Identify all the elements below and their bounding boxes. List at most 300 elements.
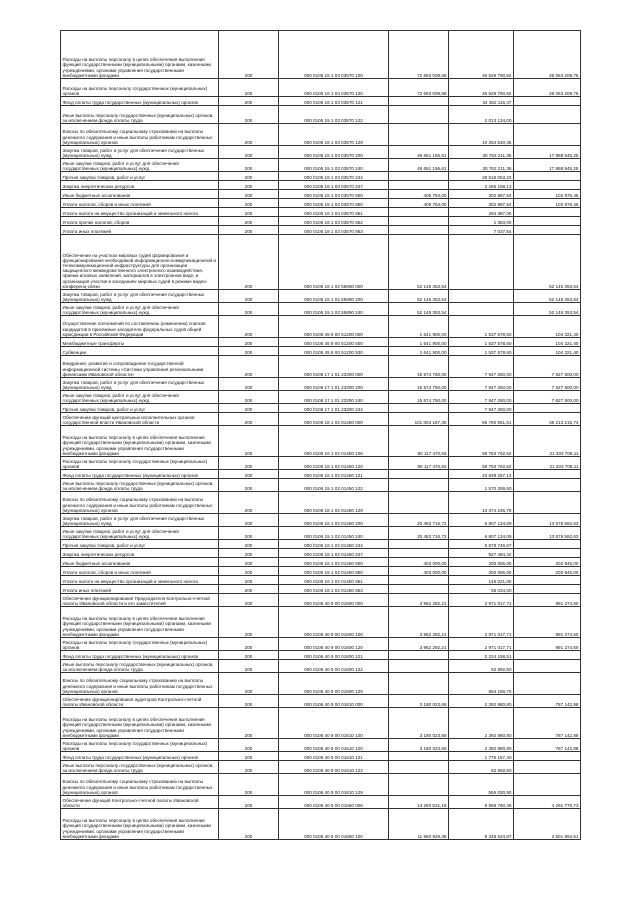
table-row: [61, 391, 581, 404]
line-code-cell: 200: [219, 576, 279, 585]
approved-amount-cell: 1 641 900,00: [389, 347, 449, 356]
budget-classification-code-cell: 000 0105 18 1 03 03570 240: [279, 159, 389, 172]
line-code-cell: 200: [219, 527, 279, 540]
line-code-cell: 200: [219, 106, 279, 124]
approved-amount-cell: [389, 540, 449, 549]
unexecuted-amount-cell: 102 876,46: [514, 199, 581, 208]
expense-name-cell: Осуществление полномочий по составлению (изменению) списков кандидатов в присяжные заседатели федеральных судов общей юрисдикции в Российской Федерации: [61, 316, 219, 338]
line-code-cell: 200: [219, 391, 279, 404]
table-row: [61, 226, 581, 235]
table-row: [61, 567, 581, 576]
unexecuted-amount-cell: 991 274,50: [514, 594, 581, 607]
line-code-cell: 200: [219, 739, 279, 752]
expense-name-cell: Расходы на выплаты персоналу в целях обеспечения выполнения функций государственными (муниципальными) органами, казенными учреждениями, органами управления государственными внебюджетными фондами: [61, 607, 219, 638]
line-code-cell: 200: [219, 549, 279, 558]
expense-name-cell: Закупка товаров, работ и услуг для обеспечения государственных (муниципальных) нужд: [61, 514, 219, 527]
executed-amount-cell: 145 021,00: [449, 576, 514, 585]
table-row: [61, 413, 581, 426]
approved-amount-cell: 14 260 531,19: [389, 796, 449, 809]
unexecuted-amount-cell: [514, 660, 581, 673]
approved-amount-cell: 1 641 900,00: [389, 316, 449, 338]
approved-amount-cell: [389, 479, 449, 492]
table-row: [61, 752, 581, 761]
table-row: [61, 809, 581, 840]
budget-classification-code-cell: 000 0105 18 1 03 03570 129: [279, 124, 389, 146]
line-code-cell: 200: [219, 79, 279, 97]
line-code-cell: 200: [219, 514, 279, 527]
expense-name-cell: Уплата налога на имущество организаций и земельного налога: [61, 208, 219, 217]
approved-amount-cell: [389, 404, 449, 413]
budget-classification-code-cell: 000 0106 40 9 00 01610 000: [279, 695, 389, 708]
expense-name-cell: Фонд оплаты труда государственных (муниципальных) органов: [61, 752, 219, 761]
budget-classification-code-cell: 000 0106 40 9 00 01650 100: [279, 809, 389, 840]
line-code-cell: 200: [219, 347, 279, 356]
expense-name-cell: Иные закупки товаров, работ и услуг для обеспечения государственных (муниципальных) нужд: [61, 303, 219, 316]
line-code-cell: 200: [219, 479, 279, 492]
unexecuted-amount-cell: 104 321,40: [514, 347, 581, 356]
executed-amount-cell: 7 947 250,00: [449, 356, 514, 378]
line-code-cell: 200: [219, 457, 279, 470]
budget-classification-code-cell: 000 0106 18 1 02 01450 122: [279, 479, 389, 492]
line-code-cell: 200: [219, 774, 279, 796]
approved-amount-cell: 72 693 009,68: [389, 31, 449, 79]
approved-amount-cell: 80 117 470,83: [389, 426, 449, 457]
executed-amount-cell: [449, 303, 514, 316]
table-row: [61, 290, 581, 303]
executed-amount-cell: [449, 235, 514, 290]
unexecuted-amount-cell: 991 274,50: [514, 638, 581, 651]
expense-name-cell: Обеспечение функций Контрольно-счетной палаты Ивановской области: [61, 796, 219, 809]
table-row: [61, 404, 581, 413]
executed-amount-cell: 62 692,50: [449, 761, 514, 774]
executed-amount-cell: 28 516 053,23: [449, 172, 514, 181]
executed-amount-cell: 58 783 762,52: [449, 457, 514, 470]
unexecuted-amount-cell: [514, 540, 581, 549]
line-code-cell: 200: [219, 558, 279, 567]
line-code-cell: 200: [219, 159, 279, 172]
line-code-cell: 200: [219, 217, 279, 226]
budget-classification-code-cell: 000 0105 18 1 03 03570 244: [279, 172, 389, 181]
executed-amount-cell: 294 387,00: [449, 208, 514, 217]
line-code-cell: 200: [219, 199, 279, 208]
table-row: [61, 378, 581, 391]
approved-amount-cell: [389, 172, 449, 181]
approved-amount-cell: 405 764,00: [389, 190, 449, 199]
expense-name-cell: Закупка товаров, работ и услуг для обеспечения государственных (муниципальных) нужд: [61, 290, 219, 303]
executed-amount-cell: 2 392 880,80: [449, 695, 514, 708]
unexecuted-amount-cell: [514, 106, 581, 124]
line-code-cell: 200: [219, 796, 279, 809]
expense-name-cell: Расходы на выплаты персоналу в целях обеспечения выполнения функций государственными (муниципальными) органами, казенными учреждениями, органами управления государственными внебюджетными фондами: [61, 809, 219, 840]
line-code-cell: 200: [219, 181, 279, 190]
line-code-cell: 200: [219, 303, 279, 316]
line-code-cell: 200: [219, 226, 279, 235]
executed-amount-cell: 2 013 134,00: [449, 106, 514, 124]
expense-name-cell: Уплата прочих налогов, сборов: [61, 217, 219, 226]
table-row: [61, 527, 581, 540]
budget-classification-code-cell: 000 0106 18 1 02 01450 129: [279, 492, 389, 514]
executed-amount-cell: 7 947 250,00: [449, 404, 514, 413]
expense-name-cell: Уплата иных платежей: [61, 585, 219, 594]
approved-amount-cell: 11 850 929,38: [389, 809, 449, 840]
budget-classification-code-cell: 000 0106 40 9 00 01610 129: [279, 774, 389, 796]
expense-name-cell: Расходы на выплаты персоналу государственных (муниципальных) органов: [61, 739, 219, 752]
budget-classification-code-cell: 000 0106 40 9 00 01610 100: [279, 708, 389, 739]
budget-classification-code-cell: 000 0106 40 9 00 01610 120: [279, 739, 389, 752]
approved-amount-cell: [389, 226, 449, 235]
executed-amount-cell: 65 790 951,61: [449, 413, 514, 426]
approved-amount-cell: [389, 181, 449, 190]
executed-amount-cell: 2 392 880,80: [449, 708, 514, 739]
approved-amount-cell: [389, 208, 449, 217]
approved-amount-cell: 72 693 009,68: [389, 79, 449, 97]
unexecuted-amount-cell: [514, 404, 581, 413]
table-row: [61, 426, 581, 457]
expense-name-cell: Расходы на выплаты персоналу в целях обеспечения выполнения функций государственными (муниципальными) органами, казенными учреждениями, органами управления государственными внебюджетными фондами: [61, 708, 219, 739]
table-row: [61, 638, 581, 651]
unexecuted-amount-cell: [514, 576, 581, 585]
expense-name-cell: Иные выплаты персоналу государственных (муниципальных) органов, за исключением фонда оплаты труда: [61, 660, 219, 673]
budget-classification-code-cell: 000 0106 18 1 02 01450 000: [279, 413, 389, 426]
expense-name-cell: Обеспечение функционирования Председателя Контрольно-счетной палаты Ивановской области и его заместителей: [61, 594, 219, 607]
line-code-cell: 200: [219, 426, 279, 457]
approved-amount-cell: [389, 761, 449, 774]
budget-classification-code-cell: 000 0106 40 9 00 01600 100: [279, 607, 389, 638]
expense-name-cell: Взносы по обязательному социальному страхованию на выплаты денежного содержания и иные выплаты работникам государственных (муниципальных) органов: [61, 124, 219, 146]
unexecuted-amount-cell: 7 627 500,00: [514, 391, 581, 404]
executed-amount-cell: 43 839 257,13: [449, 470, 514, 479]
expense-name-cell: Иные закупки товаров, работ и услуг для обеспечения государственных (муниципальных) нужд: [61, 527, 219, 540]
table-row: [61, 181, 581, 190]
expense-name-cell: Внедрение, развитие и сопровождение государственной информационной системы «Система управления региональными финансами Ивановской области»: [61, 356, 219, 378]
line-code-cell: 200: [219, 190, 279, 199]
budget-classification-code-cell: 000 0106 40 9 00 01610 122: [279, 761, 389, 774]
approved-amount-cell: [389, 106, 449, 124]
table-row: [61, 190, 581, 199]
unexecuted-amount-cell: 7 627 500,00: [514, 378, 581, 391]
unexecuted-amount-cell: 26 063 209,76: [514, 31, 581, 79]
line-code-cell: 200: [219, 356, 279, 378]
unexecuted-amount-cell: 787 142,88: [514, 708, 581, 739]
executed-amount-cell: 2 971 017,71: [449, 607, 514, 638]
line-code-cell: 200: [219, 567, 279, 576]
executed-amount-cell: 55 034,00: [449, 585, 514, 594]
budget-classification-code-cell: 000 0106 40 9 00 01610 121: [279, 752, 389, 761]
budget-classification-code-cell: 000 0105 18 1 03 03570 122: [279, 106, 389, 124]
line-code-cell: 200: [219, 809, 279, 840]
approved-amount-cell: 3 962 292,21: [389, 607, 449, 638]
table-row: [61, 316, 581, 338]
expense-name-cell: Обеспечение на участках мировых судей формирования и функционирования необходимой информационно-коммуникационной и телекоммуникационной инфраструктуры для организации защищенного межведомственного электронного взаимодействия, приема исковых заявлений, материалов в электронном виде, и организация участия в заседаниях мировых судей в режиме видео-конференц-связи: [61, 235, 219, 290]
table-row: [61, 31, 581, 79]
executed-amount-cell: 1 383,00: [449, 217, 514, 226]
expense-name-cell: Иные бюджетные ассигнования: [61, 558, 219, 567]
executed-amount-cell: 9 968 760,46: [449, 796, 514, 809]
table-row: [61, 208, 581, 217]
executed-amount-cell: [449, 290, 514, 303]
approved-amount-cell: 80 117 470,83: [389, 457, 449, 470]
table-row: [61, 235, 581, 290]
unexecuted-amount-cell: 202 945,00: [514, 558, 581, 567]
table-row: [61, 540, 581, 549]
expense-name-cell: Закупка товаров, работ и услуг для обеспечения государственных (муниципальных) нужд: [61, 146, 219, 159]
unexecuted-amount-cell: 102 876,46: [514, 190, 581, 199]
line-code-cell: 200: [219, 470, 279, 479]
line-code-cell: 200: [219, 594, 279, 607]
approved-amount-cell: 48 651 156,61: [389, 159, 449, 172]
expense-name-cell: Иные закупки товаров, работ и услуг для обеспечения государственных (муниципальных) нужд: [61, 159, 219, 172]
budget-classification-code-cell: 000 0105 18 1 03 03570 120: [279, 79, 389, 97]
expense-name-cell: Уплата налогов, сборов и иных платежей: [61, 199, 219, 208]
executed-amount-cell: 58 783 762,52: [449, 426, 514, 457]
unexecuted-amount-cell: 52 145 353,54: [514, 290, 581, 303]
budget-classification-code-cell: 000 0106 40 9 00 01600 121: [279, 651, 389, 660]
approved-amount-cell: [389, 774, 449, 796]
approved-amount-cell: 52 145 353,54: [389, 290, 449, 303]
budget-execution-table: [60, 30, 581, 840]
approved-amount-cell: 52 145 353,54: [389, 235, 449, 290]
table-row: [61, 347, 581, 356]
expense-name-cell: Расходы на выплаты персоналу в целях обеспечения выполнения функций государственными (муниципальными) органами, казенными учреждениями, органами управления государственными внебюджетными фондами: [61, 426, 219, 457]
expense-name-cell: Иные выплаты персоналу государственных (муниципальных) органов, за исключением фонда оплаты труда: [61, 479, 219, 492]
expense-name-cell: Фонд оплаты труда государственных (муниципальных) органов: [61, 97, 219, 106]
expense-name-cell: Уплата налогов, сборов и иных платежей: [61, 567, 219, 576]
executed-amount-cell: 62 692,50: [449, 660, 514, 673]
table-row: [61, 172, 581, 181]
budget-classification-code-cell: 000 0106 40 9 00 01600 120: [279, 638, 389, 651]
approved-amount-cell: 3 180 023,68: [389, 695, 449, 708]
table-row: [61, 585, 581, 594]
budget-classification-code-cell: 000 0105 18 1 03 03570 800: [279, 190, 389, 199]
unexecuted-amount-cell: [514, 226, 581, 235]
budget-classification-code-cell: 000 0105 18 1 02 55890 200: [279, 290, 389, 303]
executed-amount-cell: 5 879 749,67: [449, 540, 514, 549]
expense-name-cell: Расходы на выплаты персоналу в целях обеспечения выполнения функций государственными (муниципальными) органами, казенными учреждениями, органами управления государственными внебюджетными фондами: [61, 31, 219, 79]
executed-amount-cell: 13 374 245,79: [449, 492, 514, 514]
approved-amount-cell: [389, 124, 449, 146]
line-code-cell: 200: [219, 607, 279, 638]
budget-classification-code-cell: 000 0105 45 9 00 51200 500: [279, 338, 389, 347]
budget-classification-code-cell: 000 0105 18 1 03 03570 850: [279, 199, 389, 208]
table-row: [61, 594, 581, 607]
line-code-cell: 200: [219, 673, 279, 695]
expense-name-cell: Иные бюджетные ассигнования: [61, 190, 219, 199]
budget-classification-code-cell: 000 0106 17 1 01 23300 244: [279, 404, 389, 413]
budget-classification-code-cell: 000 0106 40 9 00 01650 000: [279, 796, 389, 809]
table-row: [61, 739, 581, 752]
budget-classification-code-cell: 000 0106 40 9 00 01600 000: [279, 594, 389, 607]
line-code-cell: 200: [219, 146, 279, 159]
approved-amount-cell: [389, 97, 449, 106]
unexecuted-amount-cell: [514, 124, 581, 146]
expense-name-cell: Иные выплаты персоналу государственных (муниципальных) органов, за исключением фонда оплаты труда: [61, 106, 219, 124]
unexecuted-amount-cell: [514, 774, 581, 796]
budget-classification-code-cell: 000 0106 18 1 02 01450 853: [279, 585, 389, 594]
line-code-cell: 200: [219, 540, 279, 549]
expense-name-cell: Обеспечение функционирования аудиторов Контрольно-счетной палаты Ивановской области: [61, 695, 219, 708]
executed-amount-cell: 2 392 880,80: [449, 739, 514, 752]
unexecuted-amount-cell: 26 063 209,76: [514, 79, 581, 97]
line-code-cell: 200: [219, 585, 279, 594]
executed-amount-cell: 927 484,42: [449, 549, 514, 558]
approved-amount-cell: [389, 576, 449, 585]
budget-classification-code-cell: 000 0106 18 1 02 01450 851: [279, 576, 389, 585]
budget-classification-code-cell: 000 0106 18 1 02 01450 247: [279, 549, 389, 558]
budget-classification-code-cell: 000 0106 17 1 01 23300 240: [279, 391, 389, 404]
unexecuted-amount-cell: [514, 97, 581, 106]
unexecuted-amount-cell: 104 321,40: [514, 316, 581, 338]
approved-amount-cell: 3 180 023,68: [389, 739, 449, 752]
unexecuted-amount-cell: 17 888 945,25: [514, 146, 581, 159]
unexecuted-amount-cell: 35 213 215,74: [514, 413, 581, 426]
executed-amount-cell: 7 947 250,00: [449, 391, 514, 404]
line-code-cell: 200: [219, 124, 279, 146]
line-code-cell: 200: [219, 316, 279, 338]
line-code-cell: 200: [219, 172, 279, 181]
budget-classification-code-cell: 000 0106 18 1 02 01450 850: [279, 567, 389, 576]
executed-amount-cell: 1 775 157,40: [449, 752, 514, 761]
expense-name-cell: Расходы на выплаты персоналу государственных (муниципальных) органов: [61, 79, 219, 97]
budget-classification-code-cell: 000 0105 18 1 02 55890 240: [279, 303, 389, 316]
approved-amount-cell: [389, 549, 449, 558]
approved-amount-cell: [389, 660, 449, 673]
approved-amount-cell: 403 000,00: [389, 567, 449, 576]
line-code-cell: 200: [219, 290, 279, 303]
executed-amount-cell: 1 537 578,60: [449, 347, 514, 356]
table-row: [61, 514, 581, 527]
executed-amount-cell: 10 254 540,45: [449, 124, 514, 146]
table-row: [61, 217, 581, 226]
approved-amount-cell: 15 574 750,00: [389, 378, 449, 391]
line-code-cell: 200: [219, 651, 279, 660]
approved-amount-cell: 3 962 292,21: [389, 594, 449, 607]
executed-amount-cell: 6 807 134,09: [449, 514, 514, 527]
budget-classification-code-cell: 000 0106 18 1 02 01450 100: [279, 426, 389, 457]
approved-amount-cell: 20 483 716,72: [389, 514, 449, 527]
table-row: [61, 457, 581, 470]
expense-name-cell: Фонд оплаты труда государственных (муниципальных) органов: [61, 651, 219, 660]
unexecuted-amount-cell: 13 676 582,63: [514, 527, 581, 540]
budget-classification-code-cell: 000 0105 18 1 03 03570 121: [279, 97, 389, 106]
expense-name-cell: Уплата налога на имущество организаций и земельного налога: [61, 576, 219, 585]
line-code-cell: 200: [219, 413, 279, 426]
expense-name-cell: Фонд оплаты труда государственных (муниципальных) органов: [61, 470, 219, 479]
approved-amount-cell: [389, 470, 449, 479]
executed-amount-cell: 555 030,90: [449, 774, 514, 796]
table-row: [61, 338, 581, 347]
executed-amount-cell: 30 762 211,36: [449, 146, 514, 159]
approved-amount-cell: 15 574 750,00: [389, 356, 449, 378]
approved-amount-cell: 15 574 750,00: [389, 391, 449, 404]
table-row: [61, 660, 581, 673]
unexecuted-amount-cell: [514, 479, 581, 492]
budget-classification-code-cell: 000 0105 45 9 00 51200 530: [279, 347, 389, 356]
budget-classification-code-cell: 000 0105 18 1 03 03570 247: [279, 181, 389, 190]
unexecuted-amount-cell: 991 274,50: [514, 607, 581, 638]
approved-amount-cell: [389, 673, 449, 695]
table-row: [61, 673, 581, 695]
unexecuted-amount-cell: 21 333 708,11: [514, 457, 581, 470]
line-code-cell: 200: [219, 208, 279, 217]
line-code-cell: 200: [219, 752, 279, 761]
budget-classification-code-cell: 000 0106 18 1 02 01450 800: [279, 558, 389, 567]
line-code-cell: 200: [219, 492, 279, 514]
approved-amount-cell: [389, 752, 449, 761]
approved-amount-cell: 3 180 023,68: [389, 708, 449, 739]
expense-name-cell: Прочая закупка товаров, работ и услуг: [61, 172, 219, 181]
line-code-cell: 200: [219, 378, 279, 391]
table-row: [61, 651, 581, 660]
table-row: [61, 303, 581, 316]
expense-name-cell: Иные выплаты персоналу государственных (муниципальных) органов, за исключением фонда оплаты труда: [61, 761, 219, 774]
expense-name-cell: Закупка энергетических ресурсов: [61, 549, 219, 558]
budget-classification-code-cell: 000 0106 40 9 00 01600 122: [279, 660, 389, 673]
executed-amount-cell: 302 887,54: [449, 199, 514, 208]
executed-amount-cell: 8 348 634,87: [449, 809, 514, 840]
unexecuted-amount-cell: [514, 492, 581, 514]
budget-classification-code-cell: 000 0106 18 1 02 01450 120: [279, 457, 389, 470]
expense-name-cell: Взносы по обязательному социальному страхованию на выплаты денежного содержания и иные выплаты работникам государственных (муниципальных) органов: [61, 774, 219, 796]
table-row: [61, 558, 581, 567]
unexecuted-amount-cell: 787 142,88: [514, 739, 581, 752]
table-row: [61, 79, 581, 97]
table-row: [61, 106, 581, 124]
budget-classification-code-cell: 000 0106 18 1 02 01450 244: [279, 540, 389, 549]
line-code-cell: 200: [219, 638, 279, 651]
unexecuted-amount-cell: [514, 172, 581, 181]
budget-classification-code-cell: 000 0105 18 1 03 03570 100: [279, 31, 389, 79]
executed-amount-cell: 2 971 017,71: [449, 594, 514, 607]
line-code-cell: 200: [219, 31, 279, 79]
approved-amount-cell: [389, 492, 449, 514]
executed-amount-cell: 2 266 158,13: [449, 181, 514, 190]
expense-name-cell: Закупка товаров, работ и услуг для обеспечения государственных (муниципальных) нужд: [61, 378, 219, 391]
unexecuted-amount-cell: [514, 651, 581, 660]
budget-classification-code-cell: 000 0106 18 1 02 01450 200: [279, 514, 389, 527]
budget-classification-code-cell: 000 0106 17 1 01 23300 000: [279, 356, 389, 378]
executed-amount-cell: 7 037,54: [449, 226, 514, 235]
expense-name-cell: Прочая закупка товаров, работ и услуг: [61, 540, 219, 549]
unexecuted-amount-cell: [514, 761, 581, 774]
table-row: [61, 479, 581, 492]
unexecuted-amount-cell: [514, 208, 581, 217]
unexecuted-amount-cell: 787 142,88: [514, 695, 581, 708]
unexecuted-amount-cell: 3 501 894,51: [514, 809, 581, 840]
approved-amount-cell: [389, 217, 449, 226]
budget-classification-code-cell: 000 0106 17 1 01 23300 200: [279, 378, 389, 391]
line-code-cell: 200: [219, 404, 279, 413]
unexecuted-amount-cell: [514, 673, 581, 695]
expense-name-cell: Уплата иных платежей: [61, 226, 219, 235]
line-code-cell: 200: [219, 660, 279, 673]
expense-name-cell: Обеспечение функций центральных исполнительных органов государственной власти Ивановской области: [61, 413, 219, 426]
table-row: [61, 492, 581, 514]
table-row: [61, 695, 581, 708]
expense-name-cell: Взносы по обязательному социальному страхованию на выплаты денежного содержания и иные выплаты работникам государственных (муниципальных) органов: [61, 673, 219, 695]
approved-amount-cell: 20 483 716,72: [389, 527, 449, 540]
unexecuted-amount-cell: 52 145 353,54: [514, 303, 581, 316]
table-row: [61, 708, 581, 739]
executed-amount-cell: 34 362 116,47: [449, 97, 514, 106]
unexecuted-amount-cell: 4 291 770,73: [514, 796, 581, 809]
unexecuted-amount-cell: 21 333 708,11: [514, 426, 581, 457]
executed-amount-cell: 2 971 017,71: [449, 638, 514, 651]
executed-amount-cell: 2 224 158,51: [449, 651, 514, 660]
budget-classification-code-cell: 000 0105 45 9 00 51200 000: [279, 316, 389, 338]
table-row: [61, 796, 581, 809]
unexecuted-amount-cell: [514, 470, 581, 479]
unexecuted-amount-cell: 52 145 353,54: [514, 235, 581, 290]
